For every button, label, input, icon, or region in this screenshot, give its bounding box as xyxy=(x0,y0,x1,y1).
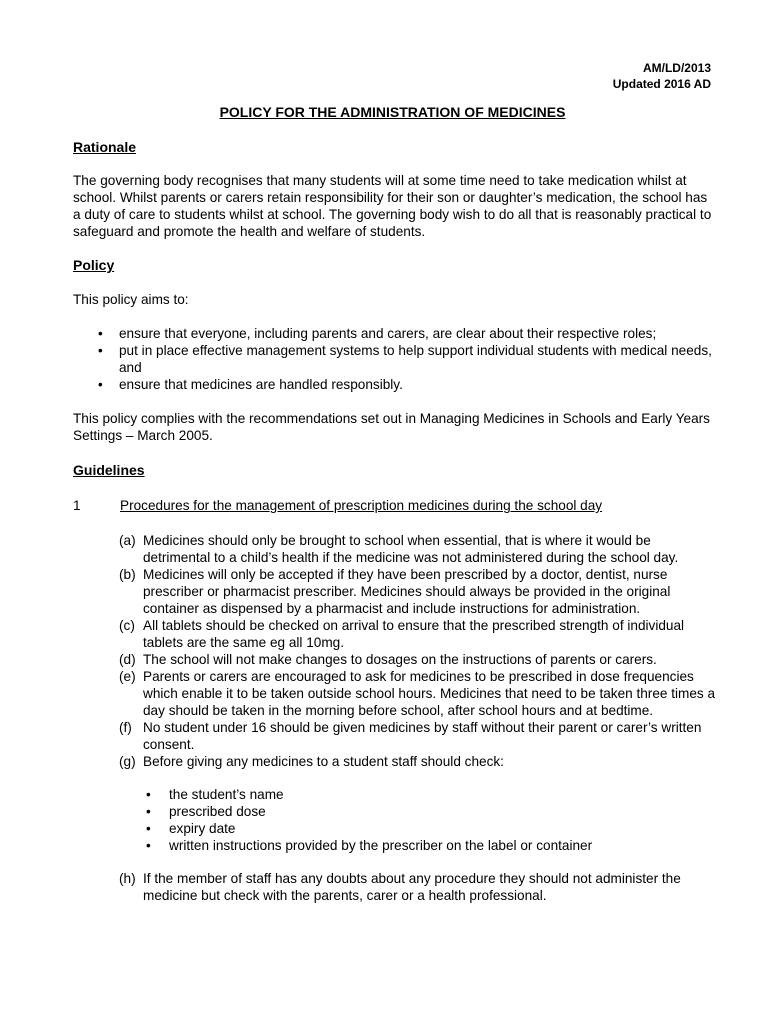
item-text: No student under 16 should be given medicines by staff without their parent or carer’s written consent. xyxy=(143,720,702,752)
guidelines-heading: Guidelines xyxy=(73,462,145,478)
rationale-section xyxy=(73,139,715,240)
list-item xyxy=(119,870,719,904)
item-text: All tablets should be checked on arrival to ensure that the prescribed strength of individual tablets are the same eg all 10mg. xyxy=(143,618,685,650)
policy-intro: This policy aims to: xyxy=(73,292,189,307)
list-item xyxy=(143,786,719,803)
list-item xyxy=(119,719,719,753)
section-title: Procedures for the management of prescription medicines during the school day xyxy=(120,498,603,513)
list-item xyxy=(143,803,719,820)
policy-section xyxy=(73,257,715,444)
item-text: Medicines will only be accepted if they have been prescribed by a doctor, dentist, nurse prescriber or pharmacist prescriber. Medicines should always be provided in the original container as dispensed by a pharmacist and include instructions for administration. xyxy=(143,567,671,616)
list-item xyxy=(73,342,715,376)
rationale-heading: Rationale xyxy=(73,139,137,155)
check-text: the student’s name xyxy=(169,787,284,802)
list-item xyxy=(119,668,719,719)
bullet-icon: • xyxy=(146,787,151,802)
reference-code: AM/LD/2013 xyxy=(642,61,711,75)
list-item xyxy=(119,651,719,668)
check-text: expiry date xyxy=(169,821,236,836)
guidelines-items xyxy=(119,532,719,904)
item-text: Medicines should only be brought to school when essential, that is where it would be detrimental to a child’s health if the medicine was not administered during the school day. xyxy=(143,533,679,565)
list-item xyxy=(73,325,715,342)
item-label: (c) xyxy=(119,618,135,633)
section-number: 1 xyxy=(73,498,81,513)
list-item-text: ensure that everyone, including parents and carers, are clear about their respective roles; xyxy=(119,326,657,341)
policy-compliance: This policy complies with the recommendations set out in Managing Medicines in Schools and Early Years Settings – March 2005. xyxy=(73,411,710,443)
update-note: Updated 2016 AD xyxy=(612,77,711,91)
check-text: prescribed dose xyxy=(169,804,266,819)
list-item-text: ensure that medicines are handled responsibly. xyxy=(119,377,403,392)
item-label: (a) xyxy=(119,533,136,548)
list-item xyxy=(119,532,719,566)
bullet-icon: • xyxy=(146,821,151,836)
list-item xyxy=(143,837,719,854)
list-item xyxy=(119,566,719,617)
item-label: (f) xyxy=(119,720,132,735)
bullet-icon: • xyxy=(146,838,151,853)
item-label: (b) xyxy=(119,567,136,582)
guidelines-list xyxy=(119,532,719,770)
item-text: The school will not make changes to dosages on the instructions of parents or carers. xyxy=(143,652,657,667)
list-item-text: put in place effective management systems to help support individual students with medical needs, and xyxy=(119,343,712,375)
guidelines-list-continued xyxy=(119,870,719,904)
bullet-icon: • xyxy=(98,343,103,358)
list-item xyxy=(119,617,719,651)
policy-aims-list xyxy=(73,325,715,393)
document-reference xyxy=(613,60,711,92)
policy-heading: Policy xyxy=(73,257,115,273)
item-text: If the member of staff has any doubts about any procedure they should not administer the medicine but check with the parents, carer or a health professional. xyxy=(143,871,681,903)
list-item xyxy=(143,820,719,837)
bullet-icon: • xyxy=(98,326,103,341)
document-title: POLICY FOR THE ADMINISTRATION OF MEDICINES xyxy=(219,104,566,120)
item-text: Before giving any medicines to a student staff should check: xyxy=(143,754,504,769)
item-label: (e) xyxy=(119,669,136,684)
check-list xyxy=(143,786,719,854)
rationale-text: The governing body recognises that many students will at some time need to take medication whilst at school. Whilst parents or carers retain responsibility for their son or daughter’s medication, the school has a duty of care to students whilst at school. The governing body wish to do all that is reasonably practical to safeguard and promote the health and welfare of students. xyxy=(73,173,712,239)
bullet-icon: • xyxy=(146,804,151,819)
list-item xyxy=(119,753,719,770)
guidelines-heading-block xyxy=(73,462,715,479)
item-label: (h) xyxy=(119,871,136,886)
bullet-icon: • xyxy=(98,377,103,392)
list-item xyxy=(73,376,715,393)
item-label: (g) xyxy=(119,754,136,769)
check-text: written instructions provided by the prescriber on the label or container xyxy=(169,838,593,853)
item-text: Parents or carers are encouraged to ask for medicines to be prescribed in dose frequencies which enable it to be taken outside school hours. Medicines that need to be taken three times a day should be taken in the morning before school, after school hours and at bedtime. xyxy=(143,669,716,718)
item-label: (d) xyxy=(119,652,136,667)
